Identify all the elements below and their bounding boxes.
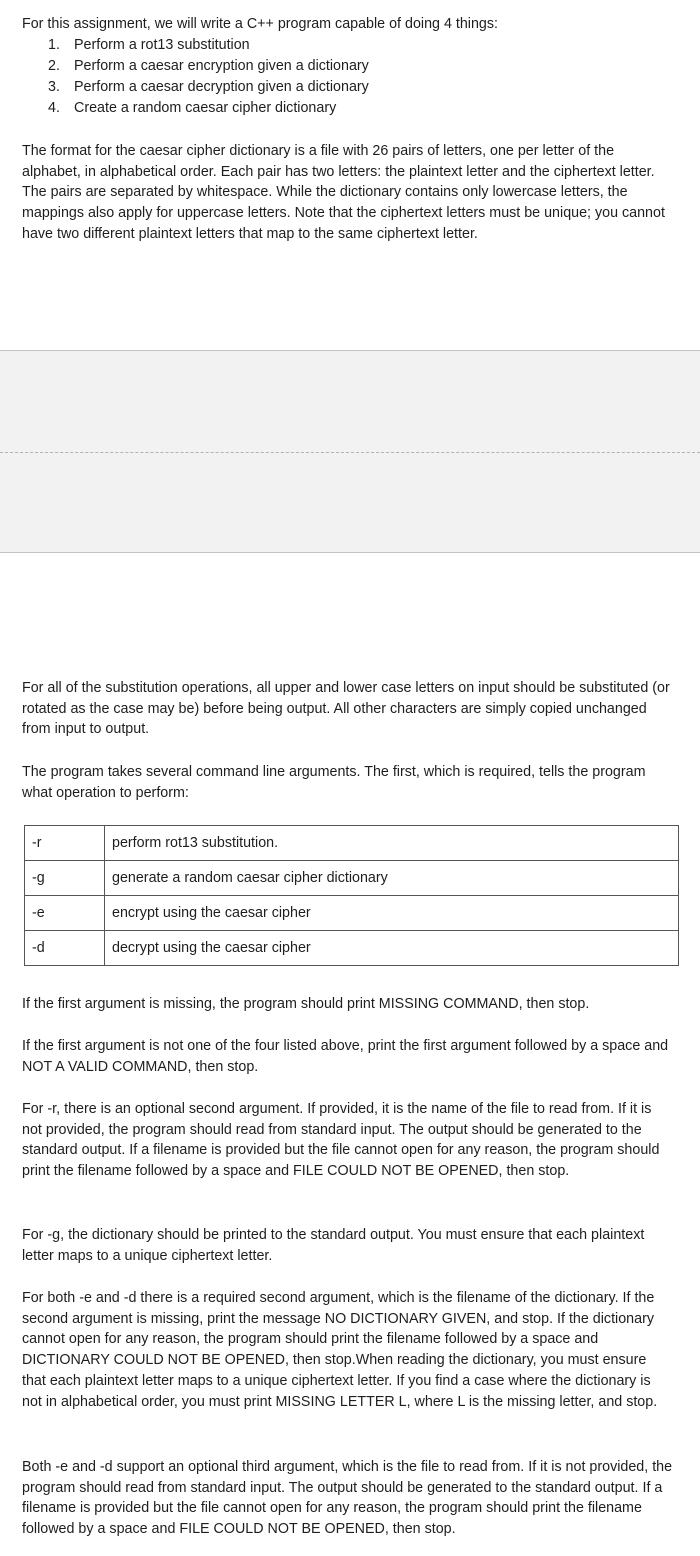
list-item xyxy=(48,35,668,56)
list-item-number: 1. xyxy=(48,37,60,53)
invalid-command-paragraph: If the first argument is not one of the four listed above, print the first argument followed by a space and NOT A VALID COMMAND, then stop. xyxy=(22,1038,669,1075)
dictionary-format-paragraph: The format for the caesar cipher dictionary is a file with 26 pairs of letters, one per letter of the alphabet, in alphabetical order. Each pair has two letters: the plaintext letter and the ciphertext letter. The pairs are separated by whitespace. While the dictionary contains only lowercase letters, the mappings also apply for uppercase letters. Note that the ciphertext letters must be unique; you cannot have two different plaintext letters that map to the same ciphertext letter. xyxy=(22,143,665,242)
list-item-number: 3. xyxy=(48,79,60,95)
missing-command-paragraph: If the first argument is missing, the program should print MISSING COMMAND, then stop. xyxy=(22,996,590,1012)
list-item-text: Create a random caesar cipher dictionary xyxy=(74,100,337,116)
list-item xyxy=(48,77,668,98)
command-flag: -g xyxy=(25,861,105,896)
list-item-text: Perform a caesar decryption given a dictionary xyxy=(74,79,369,95)
third-argument-paragraph: Both -e and -d support an optional third argument, which is the file to read from. If it is not provided, the program should read from standard input. The output should be generated to the standard output. If a filename is provided but the file cannot open for any reason, the program should print the filename followed by a space and FILE COULD NOT BE OPENED, then stop. xyxy=(22,1459,673,1538)
list-item-text: Perform a rot13 substitution xyxy=(74,37,250,53)
table-row xyxy=(25,826,679,861)
list-item xyxy=(48,56,668,77)
intro-text: For this assignment, we will write a C++ program capable of doing 4 things: xyxy=(22,16,498,32)
command-description: generate a random caesar cipher dictionary xyxy=(105,861,679,896)
task-list xyxy=(48,35,668,119)
table-row xyxy=(25,931,679,966)
command-flag: -r xyxy=(25,826,105,861)
arguments-paragraph: The program takes several command line arguments. The first, which is required, tells the program what operation to perform: xyxy=(22,764,646,801)
command-flag: -d xyxy=(25,931,105,966)
substitution-paragraph: For all of the substitution operations, all upper and lower case letters on input should be substituted (or rotated as the case may be) before being output. All other characters are simply copied unchanged from input to output. xyxy=(22,680,670,738)
command-description: decrypt using the caesar cipher xyxy=(105,931,679,966)
command-description: encrypt using the caesar cipher xyxy=(105,896,679,931)
table-row xyxy=(25,896,679,931)
dashed-divider xyxy=(0,452,700,453)
generate-option-paragraph: For -g, the dictionary should be printed to the standard output. You must ensure that each plaintext letter maps to a unique ciphertext letter. xyxy=(22,1227,645,1264)
table-row xyxy=(25,861,679,896)
list-item xyxy=(48,98,668,119)
command-description: perform rot13 substitution. xyxy=(105,826,679,861)
encrypt-decrypt-paragraph: For both -e and -d there is a required second argument, which is the filename of the dictionary. If the second argument is missing, print the message NO DICTIONARY GIVEN, and stop. If the dictionary cannot open for any reason, the program should print the filename followed by a space and DICTIONARY COULD NOT BE OPENED, then stop.When reading the dictionary, you must ensure that each plaintext letter maps to a unique ciphertext letter. If you find a case where the dictionary is not in alphabetical order, you must print MISSING LETTER L, where L is the missing letter, and stop. xyxy=(22,1290,658,1410)
image-placeholder-band xyxy=(0,350,700,553)
list-item-text: Perform a caesar encryption given a dictionary xyxy=(74,58,369,74)
list-item-number: 2. xyxy=(48,58,60,74)
command-table xyxy=(24,825,679,966)
command-flag: -e xyxy=(25,896,105,931)
list-item-number: 4. xyxy=(48,100,60,116)
rot13-option-paragraph: For -r, there is an optional second argument. If provided, it is the name of the file to read from. If it is not provided, the program should read from standard input. The output should be generated to the standard output. If a filename is provided but the file cannot open for any reason, the program should print the filename followed by a space and FILE COULD NOT BE OPENED, then stop. xyxy=(22,1101,660,1180)
